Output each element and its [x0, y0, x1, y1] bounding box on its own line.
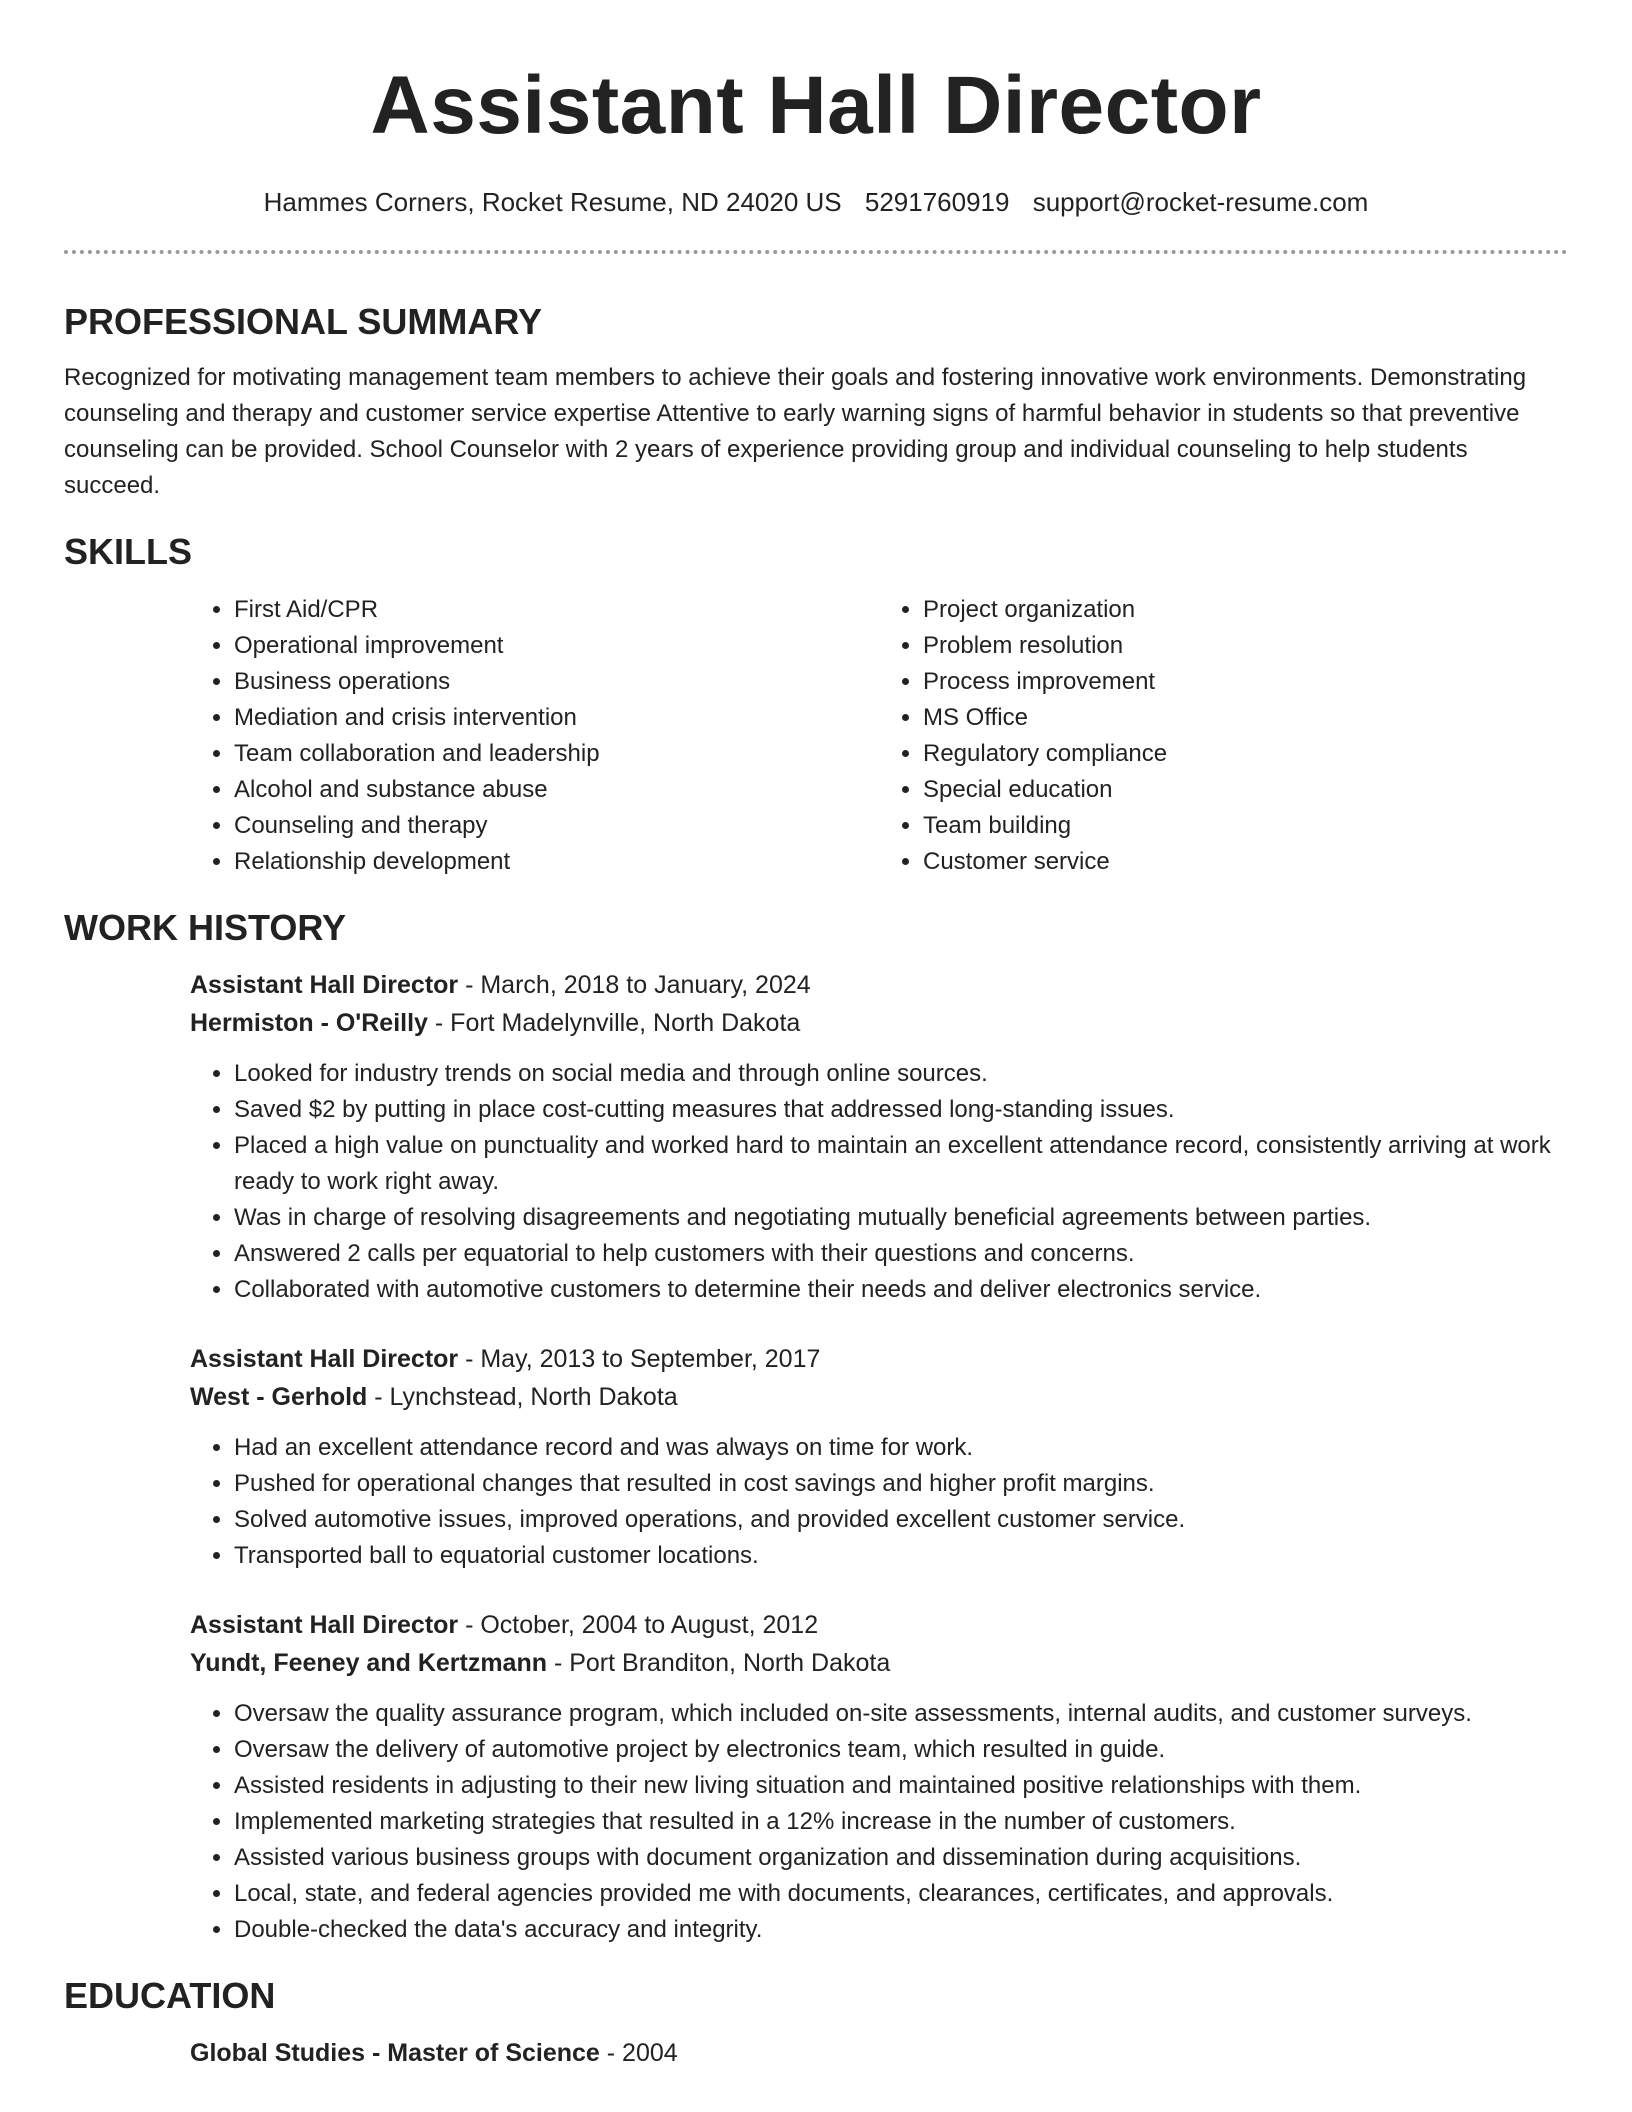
job-location: - Fort Madelynville, North Dakota: [427, 1009, 801, 1037]
job-bullet: • Pushed for operational changes that resulted in cost savings and higher profit margins.: [234, 1466, 1568, 1502]
job-bullet: • Collaborated with automotive customers to determine their needs and deliver electronics service.: [234, 1272, 1568, 1308]
job-bullets: [190, 1056, 1568, 1308]
summary-text: Recognized for motivating management team members to achieve their goals and fostering innovative work environments. Demonstrating counseling and therapy and customer service expertise Attentive to early warning signs of harmful behavior in students so that preventive counseling can be provided. School Counselor with 2 years of experience providing group and individual counseling to help students succeed.: [64, 364, 1527, 499]
skill-item: • Team building: [923, 808, 1568, 844]
job-bullet: • Saved $2 by putting in place cost-cutting measures that addressed long-standing issues.: [234, 1092, 1568, 1128]
skill-item: • Project organization: [923, 592, 1568, 628]
summary-heading: PROFESSIONAL SUMMARY: [64, 301, 543, 342]
skill-item: • Business operations: [234, 664, 879, 700]
job-bullet: • Implemented marketing strategies that resulted in a 12% increase in the number of customers.: [234, 1804, 1568, 1840]
job-bullet: • Assisted residents in adjusting to their new living situation and maintained positive relationships with them.: [234, 1768, 1568, 1804]
skill-item: • Counseling and therapy: [234, 808, 879, 844]
job-bullet: • Local, state, and federal agencies provided me with documents, clearances, certificates, and approvals.: [234, 1876, 1568, 1912]
job-entry: [190, 966, 1568, 1308]
contact-email: support@rocket-resume.com: [1032, 187, 1369, 217]
job-company: West - Gerhold: [190, 1383, 368, 1411]
contact-line: [64, 184, 1568, 220]
contact-phone: 5291760919: [864, 187, 1010, 217]
job-bullet: • Had an excellent attendance record and was always on time for work.: [234, 1430, 1568, 1466]
job-bullets: [190, 1696, 1568, 1948]
education-year: - 2004: [599, 2039, 678, 2067]
skill-item: • MS Office: [923, 700, 1568, 736]
job-title: Assistant Hall Director: [190, 1345, 459, 1373]
job-title-line: [190, 1340, 1568, 1378]
skill-item: • Special education: [923, 772, 1568, 808]
contact-address: Hammes Corners, Rocket Resume, ND 24020 US: [263, 187, 842, 217]
skill-item: • First Aid/CPR: [234, 592, 879, 628]
job-dates: - March, 2018 to January, 2024: [458, 971, 811, 999]
job-location: - Lynchstead, North Dakota: [367, 1383, 678, 1411]
job-bullet: • Was in charge of resolving disagreements and negotiating mutually beneficial agreements between parties.: [234, 1200, 1568, 1236]
job-dates: - October, 2004 to August, 2012: [458, 1611, 819, 1639]
skill-item: • Alcohol and substance abuse: [234, 772, 879, 808]
skill-item: • Relationship development: [234, 844, 879, 880]
job-company-line: [190, 1644, 1568, 1682]
education-entry: [190, 2034, 1568, 2072]
job-bullet: • Looked for industry trends on social media and through online sources.: [234, 1056, 1568, 1092]
job-bullet: • Oversaw the quality assurance program, which included on-site assessments, internal audits, and customer surveys.: [234, 1696, 1568, 1732]
resume-name: Assistant Hall Director: [370, 60, 1262, 151]
job-bullet: • Assisted various business groups with document organization and dissemination during acquisitions.: [234, 1840, 1568, 1876]
skill-item: • Regulatory compliance: [923, 736, 1568, 772]
skills-column-left: [190, 592, 879, 880]
job-company-line: [190, 1378, 1568, 1416]
job-company: Hermiston - O'Reilly: [190, 1009, 428, 1037]
job-title-line: [190, 1606, 1568, 1644]
skills-heading: SKILLS: [64, 531, 193, 572]
work-history-heading: WORK HISTORY: [64, 907, 347, 948]
education-degree: Global Studies - Master of Science: [190, 2039, 600, 2067]
job-bullet: • Transported ball to equatorial customer locations.: [234, 1538, 1568, 1574]
skill-item: • Operational improvement: [234, 628, 879, 664]
job-entry: [190, 1606, 1568, 1948]
job-bullet: • Placed a high value on punctuality and worked hard to maintain an excellent attendance record, consistently arriving at work ready to work right away.: [234, 1128, 1568, 1200]
skill-item: • Team collaboration and leadership: [234, 736, 879, 772]
skill-item: • Mediation and crisis intervention: [234, 700, 879, 736]
skills-list: [190, 592, 1568, 880]
job-entry: [190, 1340, 1568, 1574]
skill-item: • Customer service: [923, 844, 1568, 880]
job-bullet: • Double-checked the data's accuracy and integrity.: [234, 1912, 1568, 1948]
job-bullets: [190, 1430, 1568, 1574]
job-title: Assistant Hall Director: [190, 1611, 459, 1639]
skills-column-right: [879, 592, 1568, 880]
job-bullet: • Answered 2 calls per equatorial to help customers with their questions and concerns.: [234, 1236, 1568, 1272]
job-company: Yundt, Feeney and Kertzmann: [190, 1649, 548, 1677]
job-bullet: • Oversaw the delivery of automotive project by electronics team, which resulted in guide.: [234, 1732, 1568, 1768]
job-company-line: [190, 1004, 1568, 1042]
education-line: [190, 2034, 1568, 2072]
education-heading: EDUCATION: [64, 1975, 276, 2016]
job-title-line: [190, 966, 1568, 1004]
header-divider: [64, 250, 1568, 254]
job-location: - Port Branditon, North Dakota: [547, 1649, 891, 1677]
job-bullet: • Solved automotive issues, improved operations, and provided excellent customer service.: [234, 1502, 1568, 1538]
skill-item: • Problem resolution: [923, 628, 1568, 664]
job-dates: - May, 2013 to September, 2017: [458, 1345, 821, 1373]
skill-item: • Process improvement: [923, 664, 1568, 700]
job-title: Assistant Hall Director: [190, 971, 459, 999]
